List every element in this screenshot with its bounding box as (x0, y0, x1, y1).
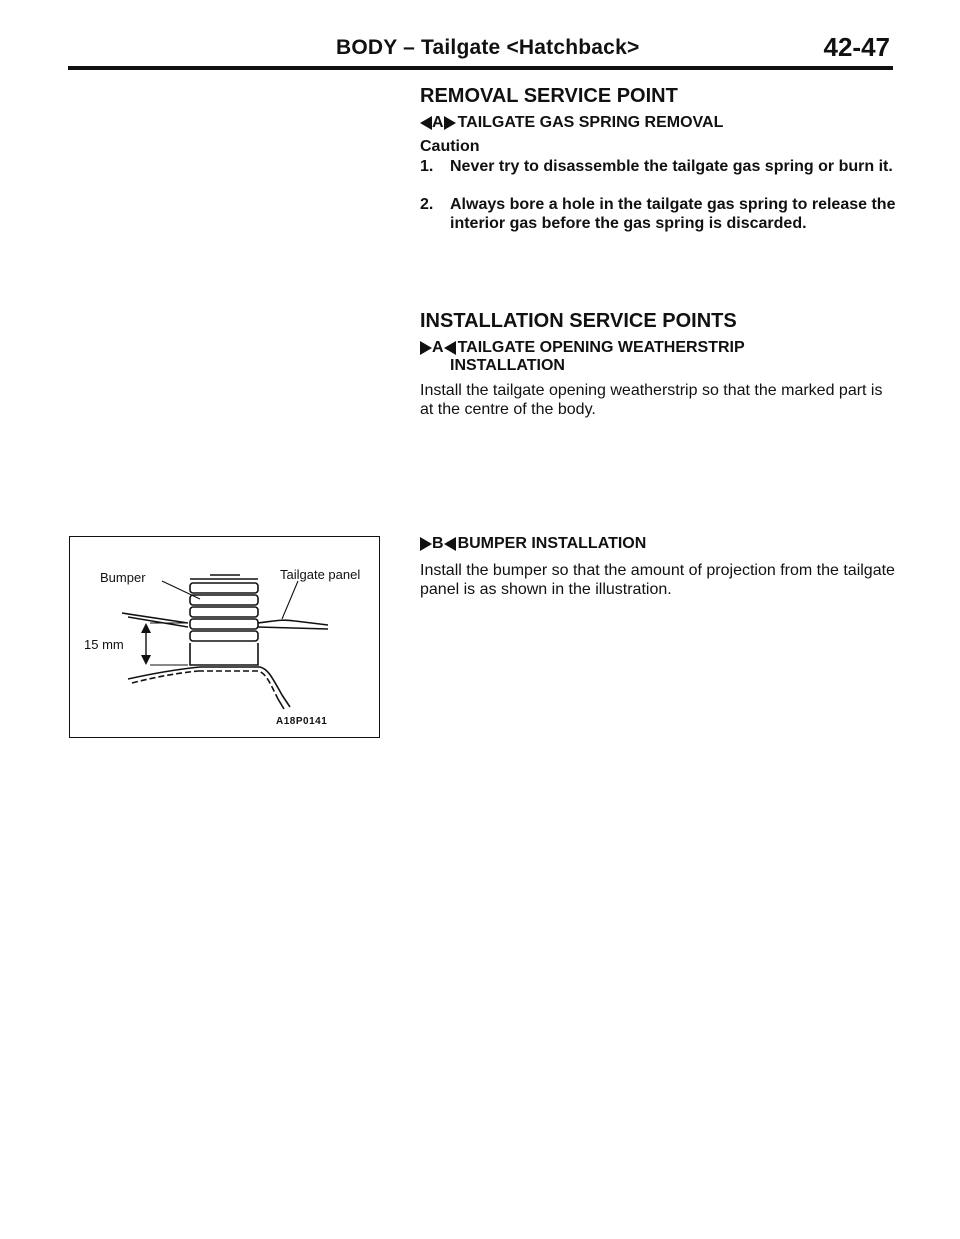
arrow-right-icon (420, 341, 432, 355)
header-rule (68, 66, 893, 70)
caution-label: Caution (420, 138, 480, 155)
label-tailgate-panel: Tailgate panel (280, 567, 361, 582)
caution-item-text: Never try to disassemble the tailgate gas spring or burn it. (450, 158, 893, 175)
step-a-heading (420, 339, 745, 357)
marker-letter: A (432, 114, 444, 131)
dimension-arrow-icon (141, 655, 151, 665)
step-b-title: BUMPER INSTALLATION (457, 535, 647, 552)
caution-item (420, 195, 898, 233)
caution-item (420, 157, 898, 176)
step-b-heading (420, 535, 646, 553)
arrow-right-icon (444, 116, 456, 130)
arrow-left-icon (444, 341, 456, 355)
page-header-title: BODY – Tailgate <Hatchback> (336, 36, 640, 59)
step-a-text: Install the tailgate opening weatherstrip so that the marked part is at the centre of the body. (420, 382, 883, 418)
removal-marker (420, 114, 456, 132)
caution-item-number: 1. (420, 158, 434, 175)
arrow-left-icon (420, 116, 432, 130)
panel-line-right (258, 620, 328, 625)
removal-heading: REMOVAL SERVICE POINT (420, 85, 678, 107)
arrow-left-icon (444, 537, 456, 551)
removal-subheading-text: TAILGATE GAS SPRING REMOVAL (457, 114, 724, 131)
step-a-marker (420, 339, 456, 357)
caution-item-text: Always bore a hole in the tailgate gas spring to release the interior gas before the gas spring is discarded. (450, 196, 896, 232)
installation-heading: INSTALLATION SERVICE POINTS (420, 310, 737, 332)
step-a-title-line2: INSTALLATION (450, 357, 565, 374)
marker-letter: A (432, 339, 444, 356)
bumper-illustration (69, 536, 380, 738)
figure-code: A18P0141 (276, 716, 328, 727)
step-b-text: Install the bumper so that the amount of projection from the tailgate panel is as shown in the illustration. (420, 562, 895, 598)
arrow-right-icon (420, 537, 432, 551)
label-bumper: Bumper (100, 570, 146, 585)
caution-item-number: 2. (420, 196, 434, 213)
page-number: 42-47 (823, 32, 890, 62)
caution-list (420, 157, 900, 237)
label-dimension: 15 mm (84, 637, 124, 652)
marker-letter: B (432, 535, 444, 552)
step-b-marker (420, 535, 456, 553)
removal-subheading (420, 114, 723, 132)
step-a-title-line1: TAILGATE OPENING WEATHERSTRIP (457, 339, 745, 356)
dimension-arrow-icon (141, 623, 151, 633)
